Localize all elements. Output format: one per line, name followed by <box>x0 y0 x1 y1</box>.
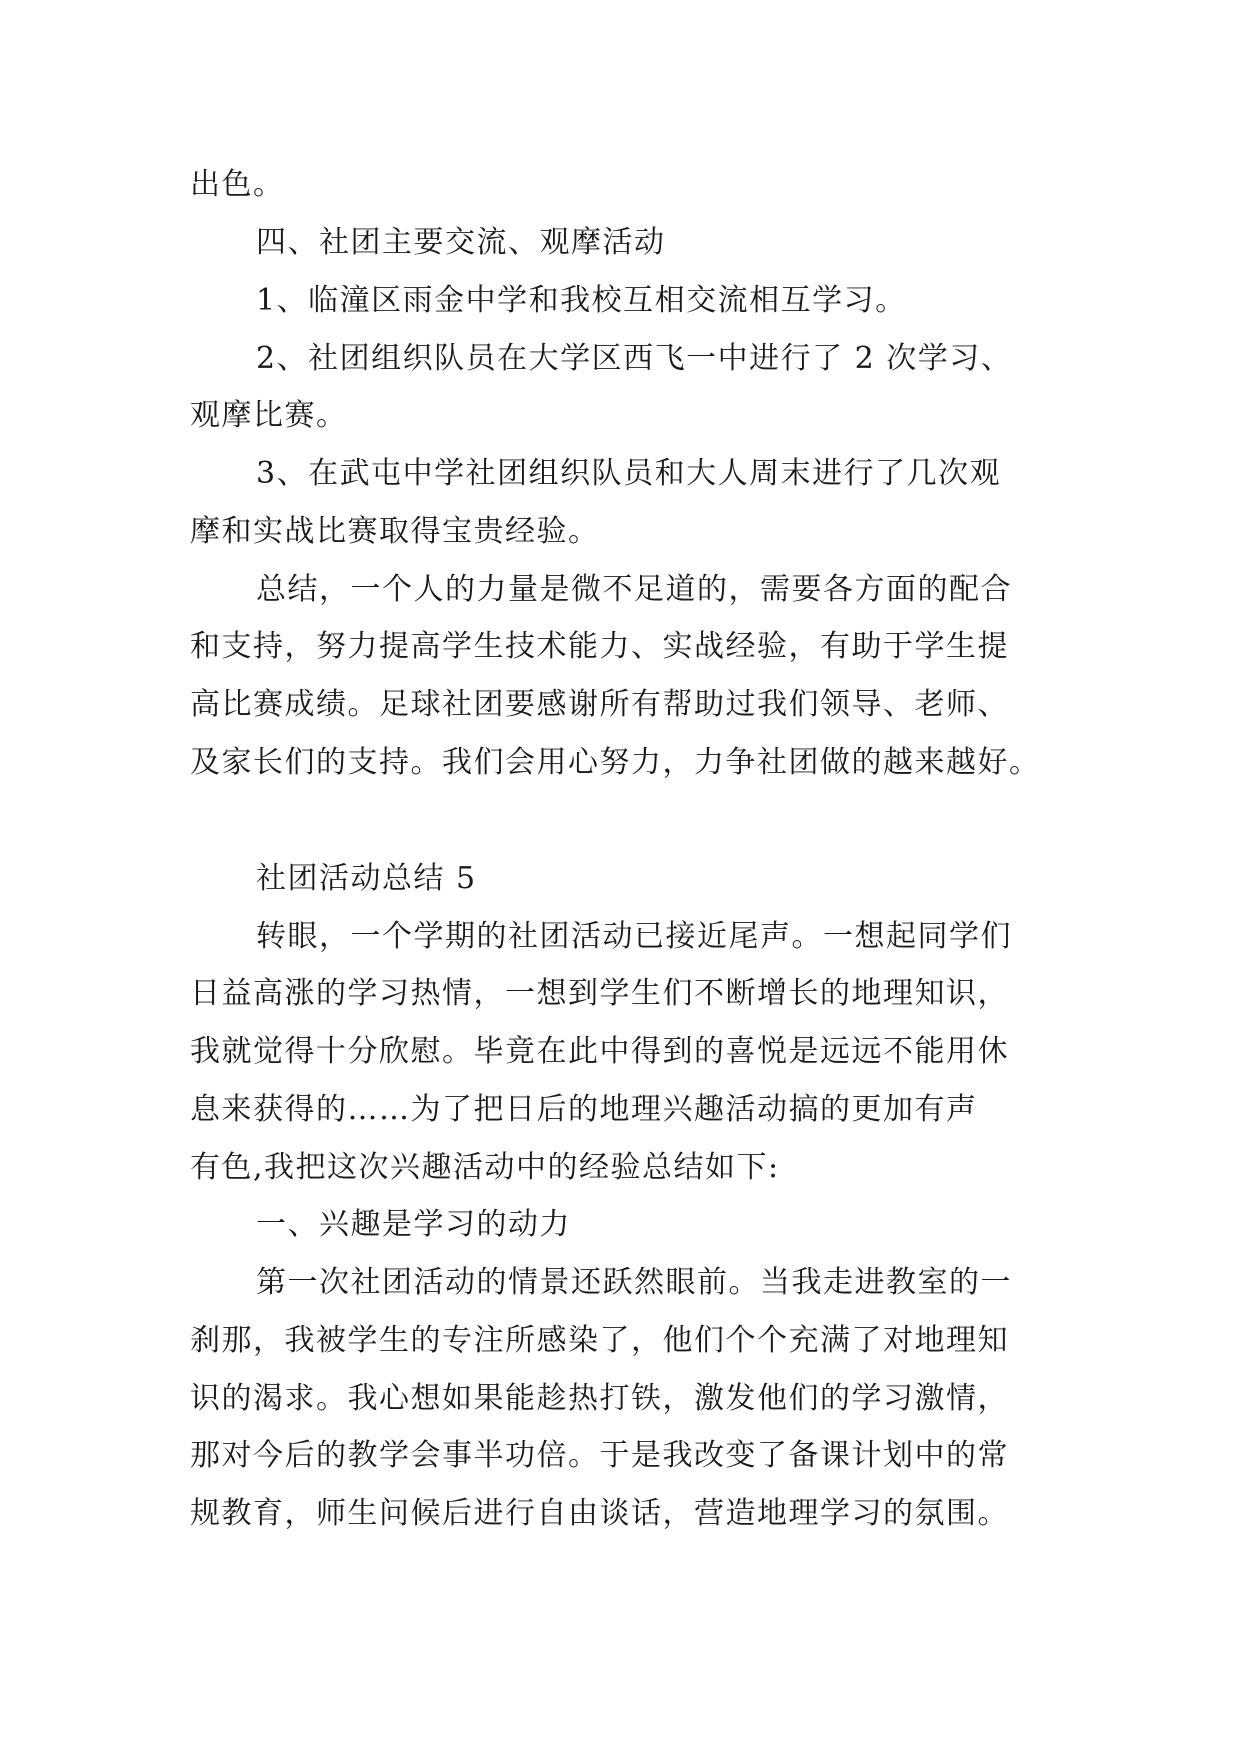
section-heading: 四、社团主要交流、观摩活动 <box>256 225 666 260</box>
text-line: 摩和实战比赛取得宝贵经验。 <box>190 514 600 549</box>
text-line: 出色。 <box>190 167 285 202</box>
text-line: 我就觉得十分欣慰。毕竟在此中得到的喜悦是远远不能用休 <box>190 1034 1009 1069</box>
section-heading: 一、兴趣是学习的动力 <box>256 1207 571 1242</box>
text-line: 有色,我把这次兴趣活动中的经验总结如下: <box>190 1150 780 1185</box>
text-line: 观摩比赛。 <box>190 398 348 433</box>
text-line: 那对今后的教学会事半功倍。于是我改变了备课计划中的常 <box>190 1438 1009 1473</box>
list-item: 3、在武屯中学社团组织队员和大人周末进行了几次观 <box>256 456 1002 491</box>
text-line: 刹那，我被学生的专注所感染了，他们个个充满了对地理知 <box>190 1323 1009 1358</box>
section-title: 社团活动总结 5 <box>256 861 477 896</box>
text-line: 高比赛成绩。足球社团要感谢所有帮助过我们领导、老师、 <box>190 687 1009 722</box>
text-line: 日益高涨的学习热情，一想到学生们不断增长的地理知识， <box>190 976 1009 1011</box>
text-line: 规教育，师生问候后进行自由谈话，营造地理学习的氛围。 <box>190 1496 1009 1531</box>
list-item: 1、临潼区雨金中学和我校互相交流相互学习。 <box>256 283 907 318</box>
paragraph-start: 第一次社团活动的情景还跃然眼前。当我走进教室的一 <box>256 1265 1012 1300</box>
text-line: 和支持，努力提高学生技术能力、实战经验，有助于学生提 <box>190 629 1009 664</box>
text-line: 识的渴求。我心想如果能趁热打铁，激发他们的学习激情， <box>190 1381 1009 1416</box>
text-line: 及家长们的支持。我们会用心努力，力争社团做的越来越好。 <box>190 745 1041 780</box>
paragraph-start: 转眼，一个学期的社团活动已接近尾声。一想起同学们 <box>256 919 1012 954</box>
list-item: 2、社团组织队员在大学区西飞一中进行了 2 次学习、 <box>256 341 1013 376</box>
paragraph-start: 总结，一个人的力量是微不足道的，需要各方面的配合 <box>256 572 1012 607</box>
text-line: 息来获得的……为了把日后的地理兴趣活动搞的更加有声 <box>190 1092 978 1127</box>
